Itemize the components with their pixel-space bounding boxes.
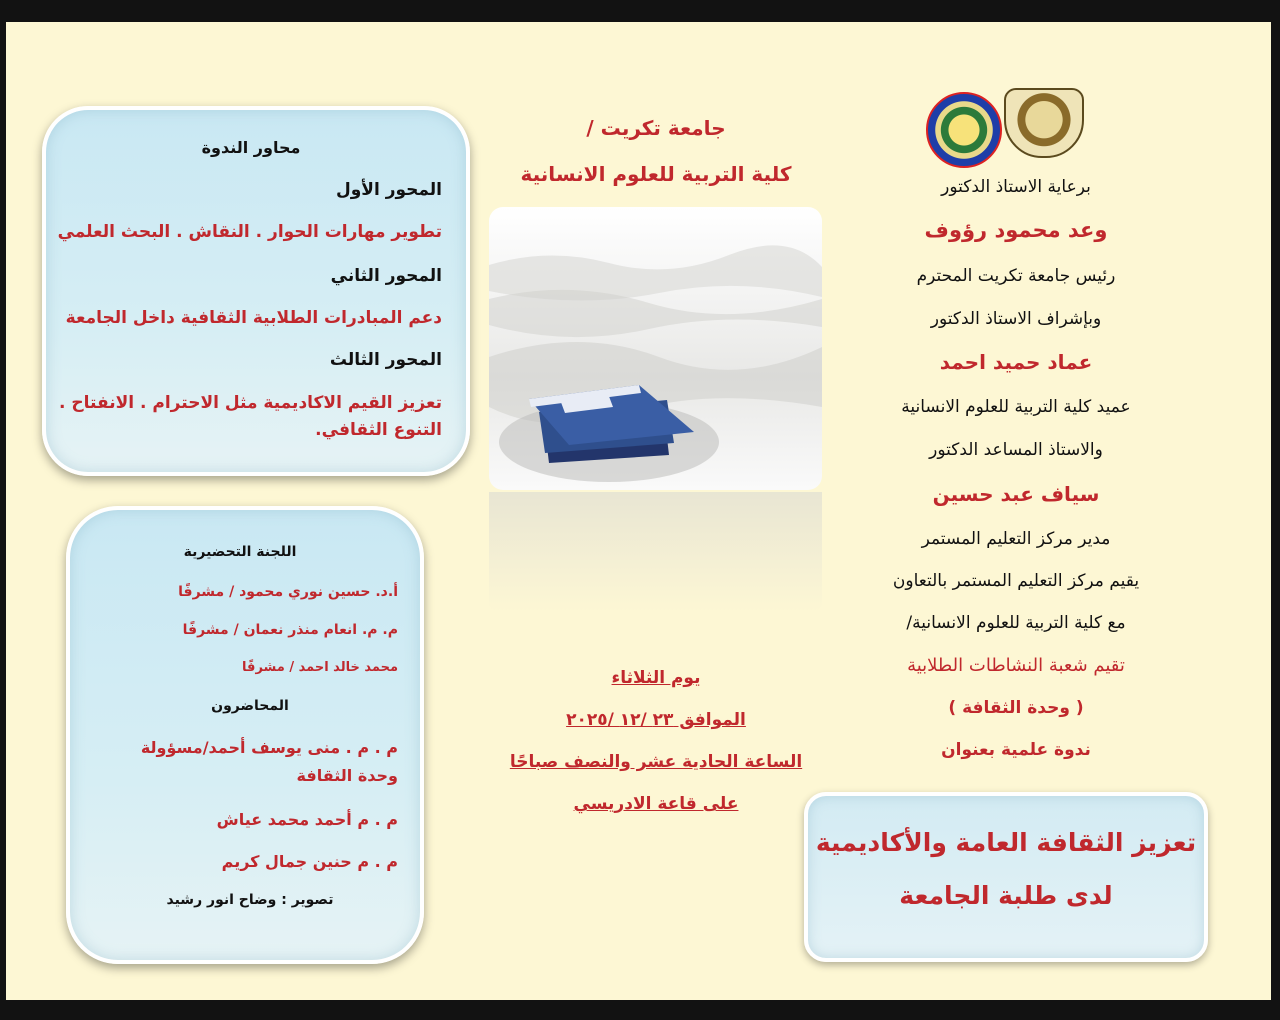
image-reflection [489,492,822,612]
supervisor-intro: وبإشراف الاستاذ الدكتور [930,309,1102,329]
committee-member-3: محمد خالد احمد / مشرفًا [242,660,398,675]
axis2-text: دعم المبادرات الطلابية الثقافية داخل الجامعة [65,308,442,328]
axis1-text: تطوير مهارات الحوار . النقاش . البحث العلمي [57,222,442,242]
supervisor-name: عماد حميد احمد [939,350,1093,374]
activities-unit: تقيم شعبة النشاطات الطلابية [907,655,1125,676]
axis2-label: المحور الثاني [330,266,442,286]
books-image [489,207,822,490]
axis3-text-1: تعزيز القيم الاكاديمية مثل الاحترام . الانفتاح . [59,393,442,413]
supervisor-title: عميد كلية التربية للعلوم الانسانية [901,397,1131,417]
assistant-title: مدير مركز التعليم المستمر [921,529,1111,549]
university-name: جامعة تكريت / [586,116,726,140]
patron-name: وعد محمود رؤوف [924,218,1108,242]
patron-title: رئيس جامعة تكريت المحترم [916,266,1116,286]
axis1-label: المحور الأول [335,180,442,200]
assistant-intro: والاستاذ المساعد الدكتور [929,440,1103,460]
speaker-3: م . م حنين جمال كريم [221,852,398,871]
speaker-2: م . م أحمد محمد عياش [216,810,398,829]
university-seal-icon [1004,88,1084,158]
committee-member-2: م. م. انعام منذر نعمان / مشرفًا [182,622,398,638]
speaker-1-line2: وحدة الثقافة [296,766,398,785]
books-illustration [489,207,822,490]
committee-card [66,506,424,964]
assistant-name: سياف عبد حسين [932,482,1100,506]
college-seal-icon [926,92,1002,168]
event-place: على قاعة الادريسي [573,794,739,814]
event-date: الموافق ٢٣ /١٢ /٢٠٢٥ [566,710,746,730]
seminar-poster [6,22,1271,1000]
photo-credit: تصوير : وضاح انور رشيد [166,892,334,908]
seminar-title-box [804,792,1208,962]
axis3-label: المحور الثالث [329,350,442,370]
axes-card [42,106,470,476]
collaborator-line: مع كلية التربية للعلوم الانسانية/ [906,613,1126,633]
axis3-text-2: التنوع الثقافي. [315,420,442,440]
organizer-line: يقيم مركز التعليم المستمر بالتعاون [892,571,1140,591]
culture-unit: ( وحدة الثقافة ) [948,698,1084,718]
committee-heading: اللجنة التحضيرية [183,544,297,560]
event-day: يوم الثلاثاء [611,668,701,688]
event-time: الساعة الحادية عشر والنصف صباحًا [509,752,803,772]
speaker-1-line1: م . م . منى يوسف أحمد/مسؤولة [140,738,398,757]
seminar-title-line1: تعزيز الثقافة العامة والأكاديمية [815,828,1197,857]
college-name: كلية التربية للعلوم الانسانية [520,162,792,186]
axes-heading: محاور الندوة [201,138,301,157]
committee-member-1: أ.د. حسين نوري محمود / مشرفًا [178,584,398,600]
patron-intro: برعاية الاستاذ الدكتور [941,177,1091,197]
seminar-intro: ندوة علمية بعنوان [941,740,1091,760]
speakers-heading: المحاضرون [211,698,289,714]
seminar-title-line2: لدى طلبة الجامعة [899,881,1113,910]
